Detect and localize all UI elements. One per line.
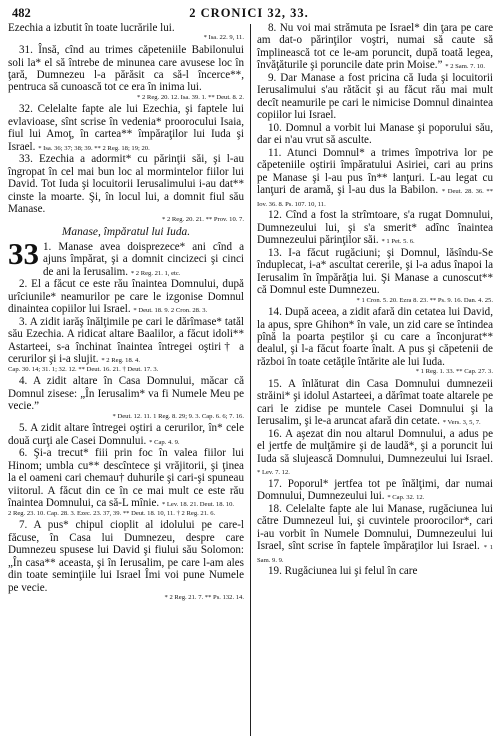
cross-reference: * 2 Sam. 7. 10. [445, 63, 485, 71]
cross-reference: * Deut. 18. 9. 2 Cron. 28. 3. [133, 307, 208, 315]
cross-reference: * Lev. 18. 21. Deut. 18. 10. [161, 501, 235, 509]
cross-reference: * 1 Sam. 9. 9. [257, 544, 494, 564]
verse-text: 31. Însă, cînd au trimes căpeteniile Babilonului soli la* el să întrebe de minunea care avusese loc în ţară, Dumnezeu l-a părăsit ca să-l încerce**, pentruca să cunoască tot ce era în inima lui. [8, 44, 244, 94]
cross-reference: * 2 Reg. 18. 4. [101, 357, 141, 365]
column-divider [250, 24, 251, 736]
cross-reference: * 1 Cron. 5. 20. Ezra 8. 23. ** Ps. 9. 16. Dan. 4. 25. [356, 296, 493, 304]
cross-reference: 2 Reg. 23. 10. Cap. 28. 3. Ezec. 23. 37, 39. ** Deut. 18. 10, 11. † 2 Reg. 21. 6. [8, 509, 216, 517]
cross-reference: * Cap. 32. 12. [387, 494, 425, 502]
chapter-number: 33 [8, 235, 39, 271]
cross-reference: * 2 Reg. 20. 12. Isa. 39. 1. ** Deut. 8. 2. [137, 93, 244, 101]
verse-text: 4. A zidit altare în Casa Domnului, măcar că Domnul zisese: „În Ierusalim* va fi Numele Meu pe vecie.” [8, 375, 244, 413]
verse-text: 6. Şi-a trecut* fiii prin foc în valea fiilor lui Hinom; umbla cu** descîntece şi vrăjitorii, şi ţinea la el oameni cari chemau† duhurile şi cari-şi spuneau viitorul. A făcut din ce în ce mai mult ce este rău înaintea Domnului, ca să-L mînie. * Lev. 18. 21. Deut. 18. 10. [8, 447, 244, 510]
cross-reference: * Cap. 4. 9. [149, 438, 180, 446]
verse-text: 7. A pus* chipul cioplit al idolului pe care-l făcuse, în Casa lui Dumnezeu, despre care Dumnezeu spusese lui David şi fiului său Solomon: „În casa** aceasta, şi în Ierusalim, pe care l-am ales din toate seminţiile lui Israel Îmi voi pune Numele pe vecie. [8, 519, 244, 594]
cross-reference: * Deut. 28. 36. ** Iov. 36. 8. Ps. 107. 10, 11. [257, 188, 493, 208]
cross-reference: * 1 Reg. 1. 33. ** Cap. 27. 3. [415, 368, 493, 376]
verse-text: Ezechia a izbutit în toate lucrările lui. [8, 22, 175, 34]
verse-text: 3. A zidit iarăş înălţimile pe cari le dărîmase* tatăl său Ezechia. A ridicat altare Baalilor, a făcut idoli** Astarteei, s-a închinat înaintea întregei oştiri† a cerurilor şi i-a slujit. * 2 Reg. 18. 4. [8, 315, 244, 366]
cross-reference: * Deut. 12. 11. 1 Reg. 8. 29; 9. 3. Cap. 6. 6; 7. 16. [112, 412, 244, 420]
cross-reference: * Vers. 3, 5, 7. [442, 419, 481, 427]
verse-text: 17. Poporul* jertfea tot pe înălţimi, dar numai Domnului, Dumnezeului lui. * Cap. 32. 12. [257, 477, 493, 503]
verse-text: 32. Celelalte fapte ale lui Ezechia, şi faptele lui evlavioase, sînt scrise în vedenia* proorocului Isaia, fiul lui Amoţ, în cartea** împăraţilor lui Iuda şi Israel. * Isa. 36; 37; 38; 39. ** 2 Reg. 18; 19; 20. [8, 103, 244, 153]
right-column [257, 22, 493, 578]
verse-text: 2. El a făcut ce este rău înaintea Domnului, după urîciunile* neamurilor pe care le izgonise Domnul dinaintea copiilor lui Israel. * Deut. 18. 9. 2 Cron. 28. 3. [8, 278, 244, 316]
cross-reference: * 1 Pet. 5. 6. [381, 238, 415, 246]
verse-text: 12. Cînd a fost la strîmtoare, s'a rugat Domnului, Dumnezeului lui, şi s'a smerit* adînc înaintea Dumnezeului părinţilor săi. * 1 Pet. 5. 6. [257, 209, 493, 247]
verse-text: 33. Ezechia a adormit* cu părinţii săi, şi l-au îngropat în cel mai bun loc al mormintelor fiilor lui David. Tot Iuda şi locuitorii Ierusalimului i-au dat** cinste la moarte. Şi, în locul lui, a domnit fiul său Manase. [8, 153, 244, 216]
verse-text: 13. I-a făcut rugăciuni; şi Domnul, lăsîndu-Se înduplecat, i-a* ascultat cererile, şi l-a adus înapoi la Ierusalim în împărăţia lui. Şi Manase a cunoscut** că Domnul este Dumnezeu. [257, 246, 493, 297]
verse-text: 15. A înlăturat din Casa Domnului dumnezeii străini* şi idolul Astarteei, a dărîmat toate altarele pe cari le zidise pe muntele Casei Domnului şi la Ierusalim, şi le-a aruncat afară din cetate. * Vers. 3, 5, 7. [257, 377, 493, 428]
verse-text: 9. Dar Manase a fost pricina că Iuda şi locuitorii Ierusalimului s'au rătăcit şi au făcut rău mai mult decît neamurile pe cari le nimicise Domnul dinaintea copiilor lui Israel. [257, 71, 493, 122]
running-title: 2 CRONICI 32, 33. [189, 6, 309, 20]
verse-text: 8. Nu voi mai strămuta pe Israel* din ţara pe care am dat-o părinţilor voştri, numai să caute să împlinească tot ce le-am poruncit, după toată legea, învăţăturile şi poruncile date prin Moise.” * 2 Sam. 7. 10. [257, 22, 493, 72]
verse-text: 19. Rugăciunea lui şi felul în care [268, 565, 418, 578]
verse-text: 11. Atunci Domnul* a trimes împotriva lor pe căpeteniile oştirii împăratului Asiriei, cari au prins pe Manase şi l-au pus în** lanţuri. L-au legat cu lanţuri de aramă, şi l-au dus la Babilon. * Deut. 28. 36. ** Iov. 36. 8. Ps. 107. 10, 11. [257, 146, 493, 208]
verse-text: 10. Domnul a vorbit lui Manase şi poporului său, dar ei n'au vrut să asculte. [257, 121, 493, 147]
verse-text: 33 1. Manase avea doisprezece* ani cînd a ajuns împărat, şi a domnit cincizeci şi cinci de ani la Ierusalim. * 2 Reg. 21. 1, etc. [8, 235, 244, 278]
cross-reference: Cap. 30. 14; 31. 1; 32. 12. ** Deut. 16. 21. † Deut. 17. 3. [8, 365, 159, 373]
cross-reference: * Isa. 22. 9, 11. [203, 34, 244, 42]
verse-text: 14. După aceea, a zidit afară din cetatea lui David, la apus, spre Ghihon* în vale, un zid care se întindea pînă la poarta peştilor şi cu care a înconjurat** dealul, şi l-a făcut foarte înalt. A pus şi căpetenii de război în toate cetăţile întărite ale lui Iuda. [257, 306, 493, 368]
verse-text: 16. A aşezat din nou altarul Domnului, a adus pe el jertfe de mulţămire şi de laudă*, şi a poruncit lui Iuda să slujească Domnului, Dumnezeului lui Israel. * Lev. 7. 12. [257, 427, 493, 477]
page-number: 482 [12, 6, 31, 20]
verse-text: 18. Celelalte fapte ale lui Manase, rugăciunea lui către Dumnezeul lui, şi cuvintele proorocilor*, cari i-au vorbit în Numele Domnului, Dumnezeului lui Israel, sînt scrise în faptele împăraţilor lui Israel. * 1 Sam. 9. 9. [257, 502, 494, 564]
left-column [8, 22, 244, 604]
verse-text: 5. A zidit altare întregei oştiri a cerurilor, în* cele două curţi ale Casei Domnului. * Cap. 4. 9. [8, 422, 244, 447]
cross-reference: * 2 Reg. 21. 7. ** Ps. 132. 14. [164, 593, 244, 601]
cross-reference: * 2 Reg. 21. 1, etc. [130, 269, 181, 277]
cross-reference: * Lev. 7. 12. [257, 469, 290, 477]
page-header [12, 6, 486, 20]
section-heading: Manase, împăratul lui Iuda. [61, 226, 191, 239]
cross-reference: * Isa. 36; 37; 38; 39. ** 2 Reg. 18; 19; 20. [38, 144, 150, 152]
cross-reference: * 2 Reg. 20. 21. ** Prov. 10. 7. [162, 215, 244, 223]
